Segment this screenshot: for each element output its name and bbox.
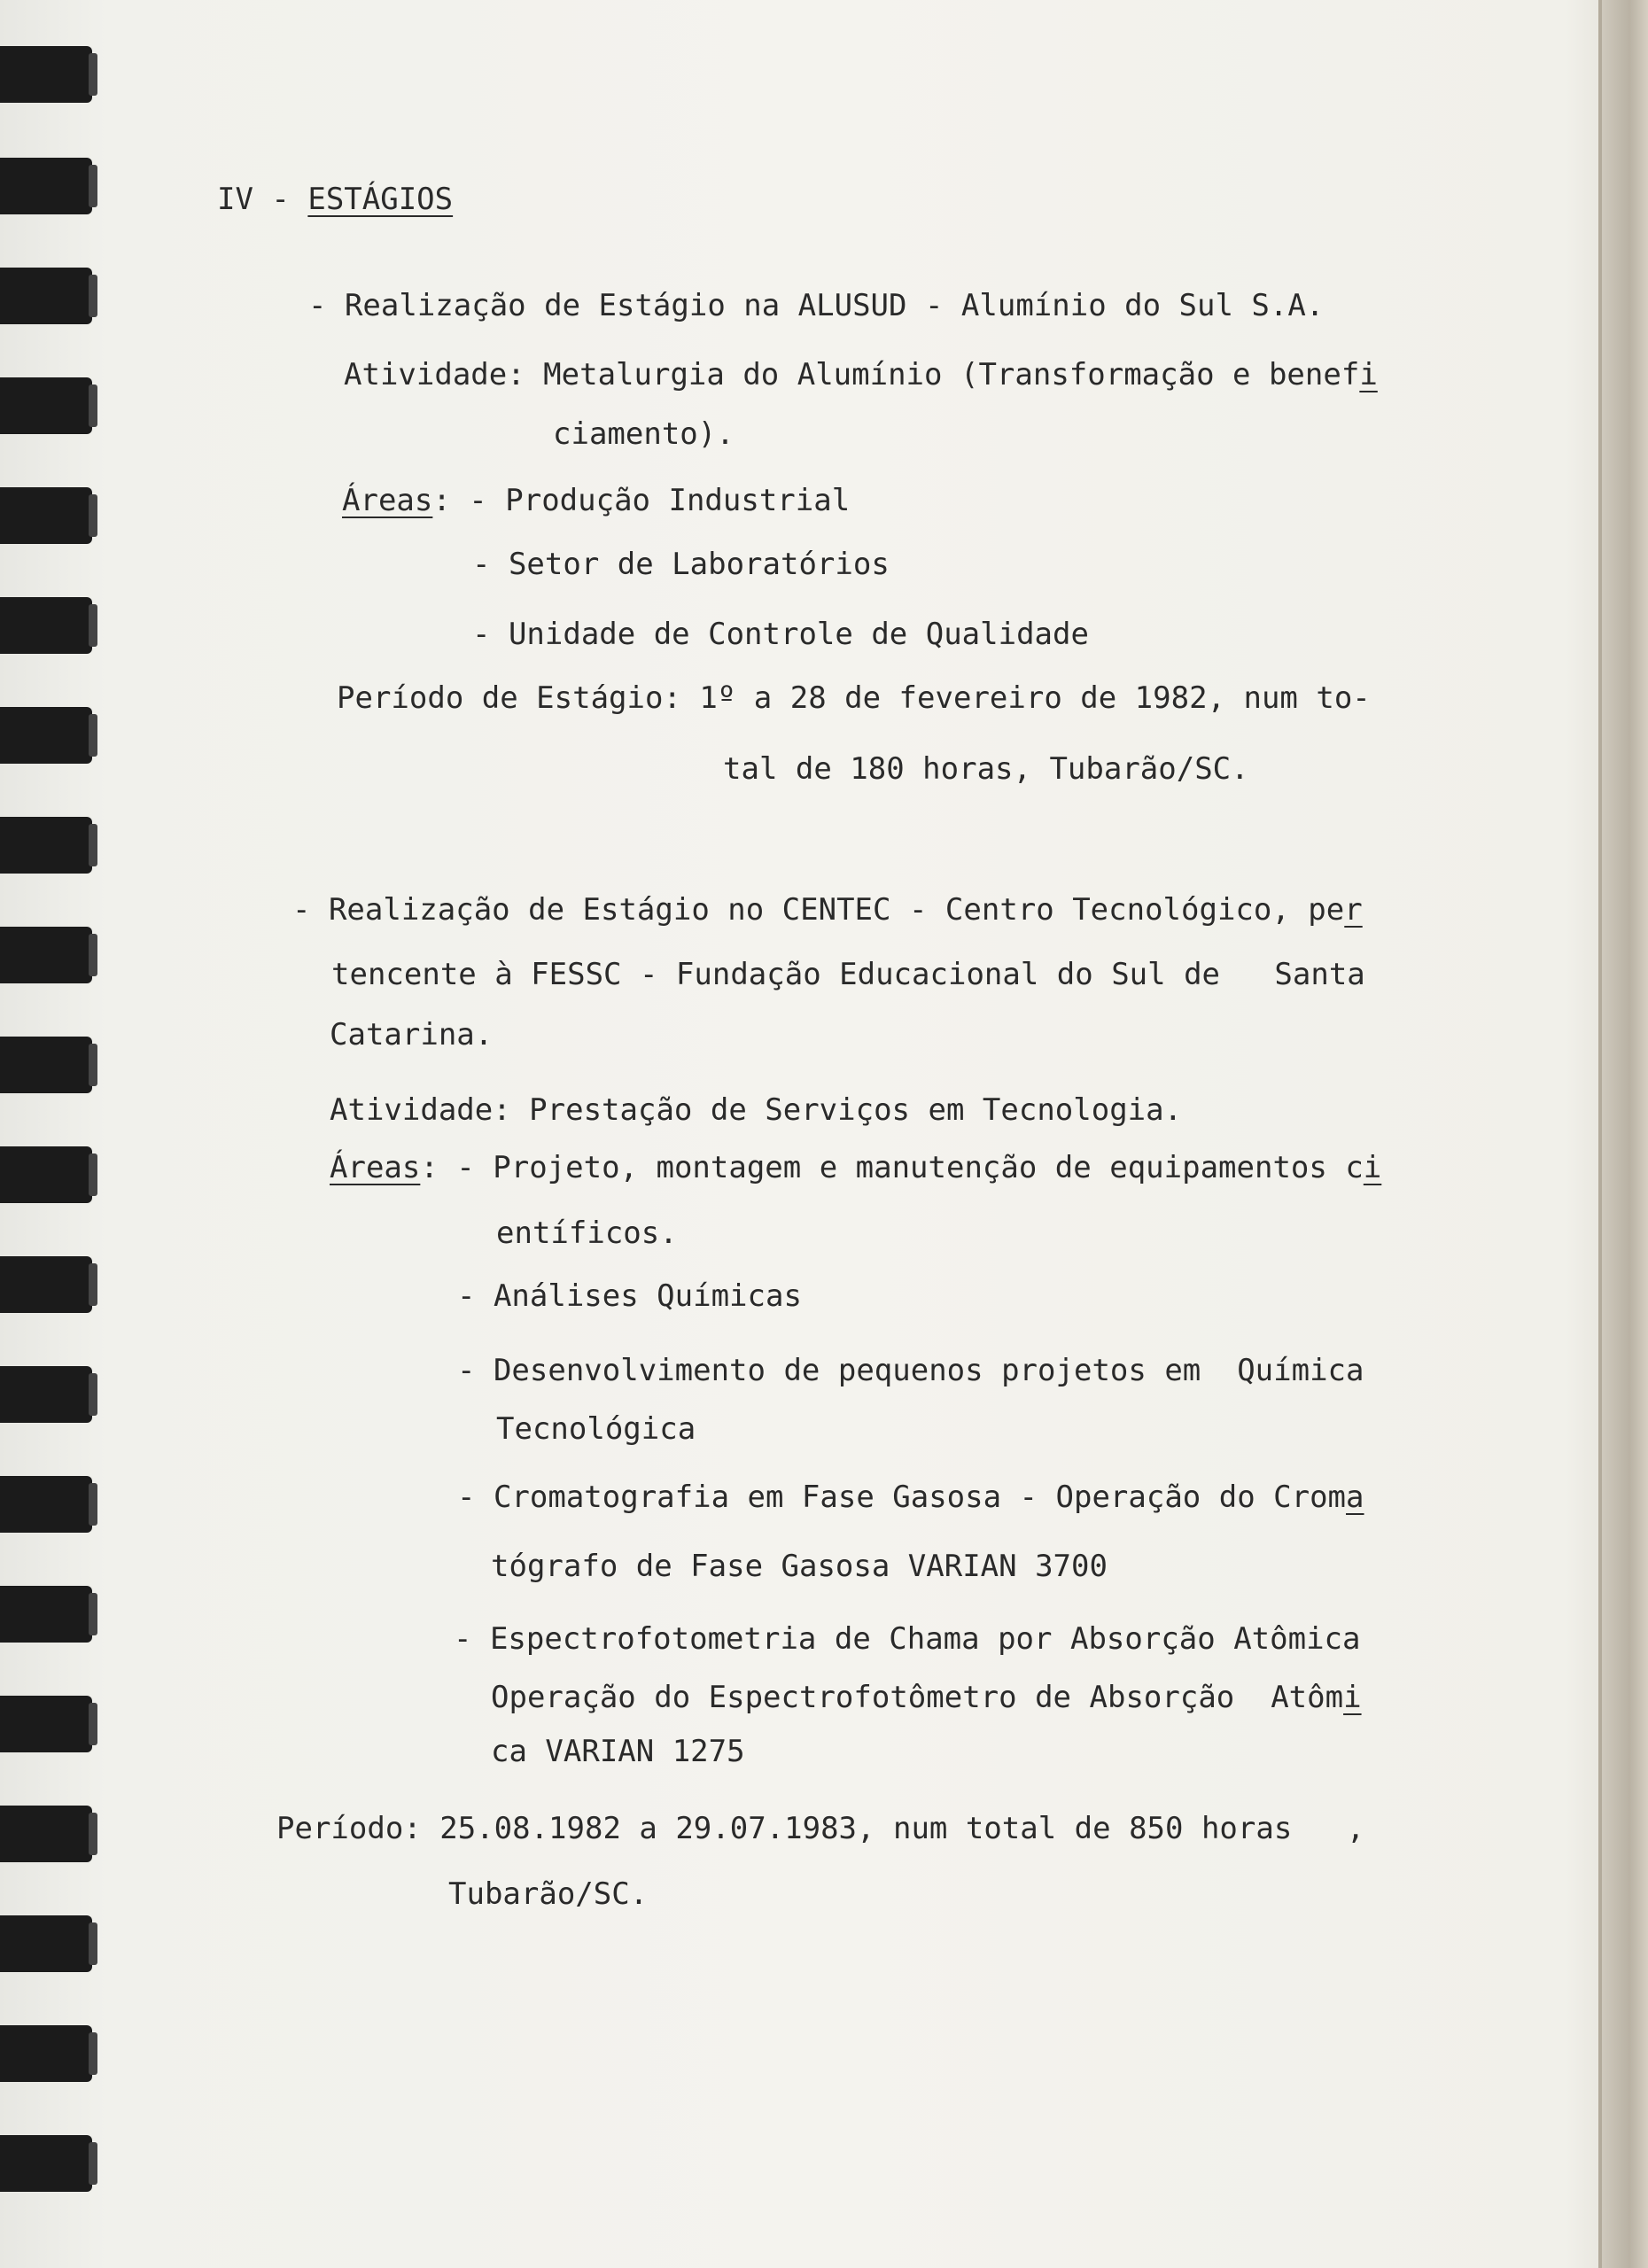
- binding-ring: [0, 46, 92, 103]
- internship-2-area-item: - Desenvolvimento de pequenos projetos em Química: [457, 1353, 1364, 1388]
- section-heading: [217, 182, 453, 217]
- internship-2-areas-line-1: [330, 1150, 1381, 1185]
- binding-ring: [0, 1037, 92, 1093]
- title-text: - Realização de Estágio no CENTEC - Centro Tecnológico, pe: [292, 892, 1345, 928]
- internship-2-title-line-2: tencente à FESSC - Fundação Educacional do Sul de Santa: [331, 957, 1365, 992]
- internship-2-period-line-1: Período: 25.08.1982 a 29.07.1983, num total de 850 horas ,: [276, 1811, 1365, 1846]
- area-item: Produção Industrial: [505, 483, 851, 518]
- internship-2-area-continuation: ca VARIAN 1275: [491, 1734, 745, 1769]
- binding-ring: [0, 2135, 92, 2192]
- internship-1-period-line-2: tal de 180 horas, Tubarão/SC.: [723, 751, 1249, 787]
- internship-1-area-item: - Setor de Laboratórios: [472, 547, 890, 582]
- area-text: Operação do Espectrofotômetro de Absorção Atôm: [491, 1680, 1344, 1715]
- hyphen-mark: i: [1343, 1680, 1362, 1715]
- binding-ring: [0, 1915, 92, 1972]
- internship-1-period-line-1: Período de Estágio: 1º a 28 de fevereiro de 1982, num to-: [337, 680, 1371, 716]
- binding-ring: [0, 158, 92, 214]
- binding-ring: [0, 1806, 92, 1862]
- binding-ring: [0, 1476, 92, 1533]
- areas-separator: : -: [432, 483, 506, 518]
- binding-ring: [0, 817, 92, 874]
- internship-2-area-continuation: [491, 1680, 1362, 1715]
- internship-2-area-continuation: entíficos.: [496, 1216, 678, 1251]
- section-number: IV -: [217, 182, 308, 217]
- area-item: Projeto, montagem e manutenção de equipamentos c: [493, 1150, 1364, 1185]
- hyphen-mark: a: [1346, 1480, 1364, 1515]
- binding-ring: [0, 377, 92, 434]
- binding-ring: [0, 597, 92, 654]
- areas-label: Áreas: [342, 483, 433, 518]
- binding-ring: [0, 1256, 92, 1313]
- internship-1-area-item: - Unidade de Controle de Qualidade: [472, 617, 1089, 652]
- internship-2-area-continuation: Tecnológica: [496, 1411, 696, 1447]
- internship-1-title: - Realização de Estágio na ALUSUD - Alumínio do Sul S.A.: [308, 288, 1325, 323]
- internship-2-area-item: [457, 1480, 1364, 1515]
- internship-2-area-continuation: tógrafo de Fase Gasosa VARIAN 3700: [491, 1549, 1108, 1584]
- spiral-binding: [0, 0, 97, 2268]
- areas-label: Áreas: [330, 1150, 421, 1185]
- hyphen-mark: i: [1363, 1150, 1382, 1185]
- page-edge: [1602, 0, 1648, 2268]
- internship-2-title-line-1: [292, 892, 1363, 928]
- internship-1-activity-line-1: [344, 357, 1378, 392]
- binding-ring: [0, 1696, 92, 1752]
- hyphen-mark: i: [1359, 357, 1378, 392]
- binding-ring: [0, 487, 92, 544]
- internship-2-area-item: - Espectrofotometria de Chama por Absorção Atômica: [454, 1621, 1361, 1657]
- internship-2-title-line-3: Catarina.: [330, 1017, 494, 1052]
- hyphen-mark: r: [1344, 892, 1363, 928]
- internship-2-period-line-2: Tubarão/SC.: [448, 1876, 649, 1912]
- binding-ring: [0, 1366, 92, 1423]
- section-title: ESTÁGIOS: [307, 182, 454, 217]
- internship-1-activity-line-2: ciamento).: [553, 416, 735, 452]
- internship-1-areas-line-1: [342, 483, 850, 518]
- binding-ring: [0, 268, 92, 324]
- areas-separator: : -: [420, 1150, 494, 1185]
- internship-2-area-item: - Análises Químicas: [457, 1278, 802, 1314]
- binding-ring: [0, 2025, 92, 2082]
- binding-ring: [0, 1146, 92, 1203]
- area-text: - Cromatografia em Fase Gasosa - Operação do Crom: [457, 1480, 1347, 1515]
- internship-2-activity: Atividade: Prestação de Serviços em Tecnologia.: [330, 1092, 1183, 1128]
- binding-ring: [0, 927, 92, 983]
- binding-ring: [0, 707, 92, 764]
- activity-text: Atividade: Metalurgia do Alumínio (Transformação e benef: [344, 357, 1360, 392]
- binding-ring: [0, 1586, 92, 1643]
